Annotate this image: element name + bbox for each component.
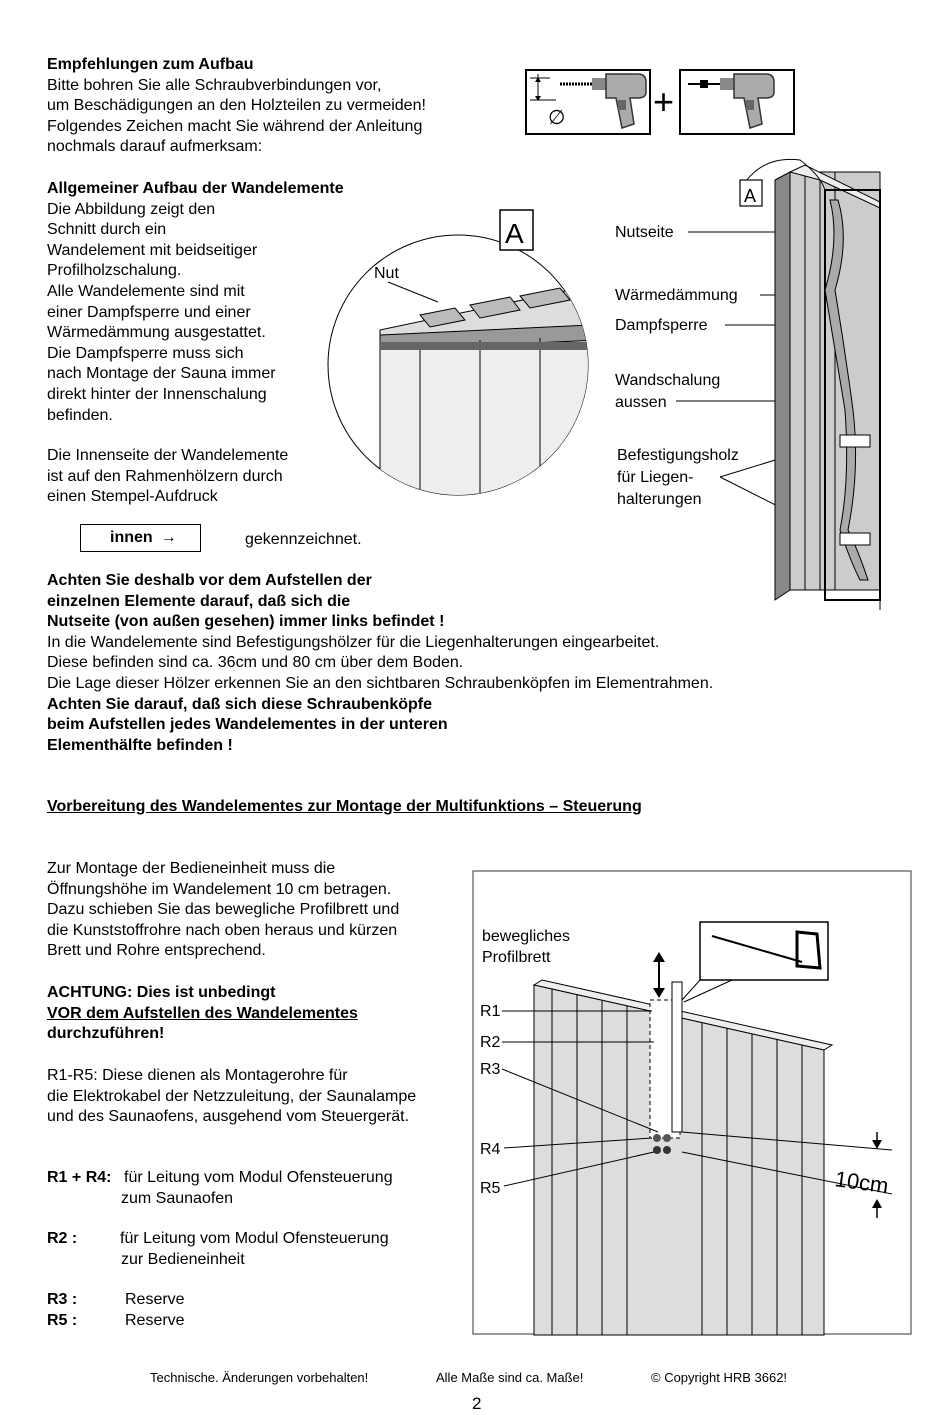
plus-sign: + [653,81,675,122]
label-r3: R3 [480,1061,501,1078]
footer-middle: Alle Maße sind ca. Maße! [436,1370,584,1385]
screwdriver-icon [688,74,774,128]
wall-section-figure [320,150,920,620]
text-line: Die Lage dieser Hölzer erkennen Sie an den sichtbaren Schraubenköpfen im Elementrahmen. [47,674,714,692]
text-line: Wandelement mit beidseitiger [47,241,258,259]
text-line: die Kunststoffrohre nach oben heraus und kürzen [47,921,398,939]
label-r5: R5 [480,1180,501,1197]
text-line: Bitte bohren Sie alle Schraubverbindungen vor, [47,76,382,94]
text-line: Öffnungshöhe im Wandelement 10 cm betragen. [47,880,392,898]
text-line: Schnitt durch ein [47,221,167,239]
text-line: Folgendes Zeichen macht Sie während der Anleitung [47,117,423,135]
detail-marker-a: A [505,218,524,249]
stamp-suffix: gekennzeichnet. [245,531,362,548]
arrow-right-icon: → [160,529,177,546]
text-line: Alle Wandelemente sind mit [47,282,245,300]
section-heading: Vorbereitung des Wandelementes zur Montage der Multifunktions – Steuerung [47,798,642,815]
text-line: Nutseite (von außen gesehen) immer links befindet ! [47,613,445,631]
recommendations-heading: Empfehlungen zum Aufbau [47,56,254,73]
page-number: 2 [472,1394,482,1413]
text-line: Profilholzschalung. [47,262,182,280]
label-bewegliches: bewegliches [482,928,571,945]
text-line: einen Stempel-Aufdruck [47,488,218,506]
label-waermedaemmung: Wärmedämmung [615,287,738,304]
innen-stamp-label: innen [110,529,153,546]
wall-element-heading: Allgemeiner Aufbau der Wandelemente [47,180,344,197]
achtung-line: durchzuführen! [47,1025,165,1043]
text-line: Die Innenseite der Wandelemente [47,447,289,464]
control-unit-figure [472,870,912,1336]
control-unit-heading [47,797,642,818]
control-unit-text [47,859,399,962]
text-line: die Elektrokabel der Netzzuleitung, der Saunalampe [47,1087,417,1105]
text-line: einzelnen Elemente darauf, daß sich die [47,592,351,610]
text-line: Die Dampfsperre muss sich [47,344,244,362]
drill-icon [560,74,646,128]
recommendations-section [47,55,426,158]
label-r4: R4 [480,1141,501,1158]
measure-marks-icon [530,74,556,101]
text-line: Diese befinden sind ca. 36cm und 80 cm über dem Boden. [47,654,464,672]
text-line: Dazu schieben Sie das bewegliche Profilbrett und [47,901,400,919]
label-nutseite: Nutseite [615,224,674,241]
text-line: In die Wandelemente sind Befestigungshölzer für die Liegenhalterungen eingearbeitet. [47,633,660,651]
text-line: Brett und Rohre entsprechend. [47,942,266,960]
detail-circle [328,210,620,515]
label-profilbrett: Profilbrett [482,949,551,966]
wall-element-drawing [775,165,880,610]
text-line: R1-R5: Diese dienen als Montagerohre für [47,1067,348,1084]
label-wandschalung-2: aussen [615,394,667,411]
achtung-line-underlined: VOR dem Aufstellen des Wandelementes [47,1004,358,1022]
wall-element-section [47,179,344,426]
dimension-label: 10cm [833,1166,891,1199]
label-r2: R2 [480,1034,501,1051]
innenseite-paragraph [47,446,288,508]
text-line: Achten Sie deshalb vor dem Aufstellen der [47,572,372,589]
label-wandschalung-1: Wandschalung [615,372,721,389]
wall-detail-marker-a: A [744,186,757,206]
diameter-symbol: ∅ [548,107,566,129]
text-line: Elementhälfte befinden ! [47,736,233,754]
footer-left: Technische. Änderungen vorbehalten! [150,1370,369,1385]
text-line: beim Aufstellen jedes Wandelementes in der unteren [47,716,448,734]
achtung-note [47,983,358,1045]
achtung-line: ACHTUNG: Dies ist unbedingt [47,984,276,1001]
r-description [47,1066,416,1128]
label-r1: R1 [480,1003,501,1020]
text-line: nochmals darauf aufmerksam: [47,138,263,156]
text-line: Zur Montage der Bedieneinheit muss die [47,860,336,877]
text-line: Wärmedämmung ausgestattet. [47,324,266,342]
text-line: Die Abbildung zeigt den [47,200,216,218]
drill-symbol-figure [520,66,800,138]
text-line: einer Dampfsperre und einer [47,303,251,321]
nut-label: Nut [374,265,399,282]
text-line: Achten Sie darauf, daß sich diese Schraubenköpfe [47,695,432,713]
label-befestigung-2: für Liegen- [617,469,694,486]
innen-stamp-box [80,524,201,552]
text-line: befinden. [47,406,113,424]
label-dampfsperre: Dampfsperre [615,317,708,334]
text-line: nach Montage der Sauna immer [47,365,276,383]
text-line: um Beschädigungen an den Holzteilen zu vermeiden! [47,97,426,115]
text-line: und des Saunaofens, ausgehend vom Steuergerät. [47,1108,410,1126]
footer-right: © Copyright HRB 3662! [651,1370,788,1385]
label-befestigung-3: halterungen [617,491,702,508]
label-befestigung-1: Befestigungsholz [617,447,739,464]
text-line: ist auf den Rahmenhölzern durch [47,467,283,485]
text-line: direkt hinter der Innenschalung [47,385,267,403]
